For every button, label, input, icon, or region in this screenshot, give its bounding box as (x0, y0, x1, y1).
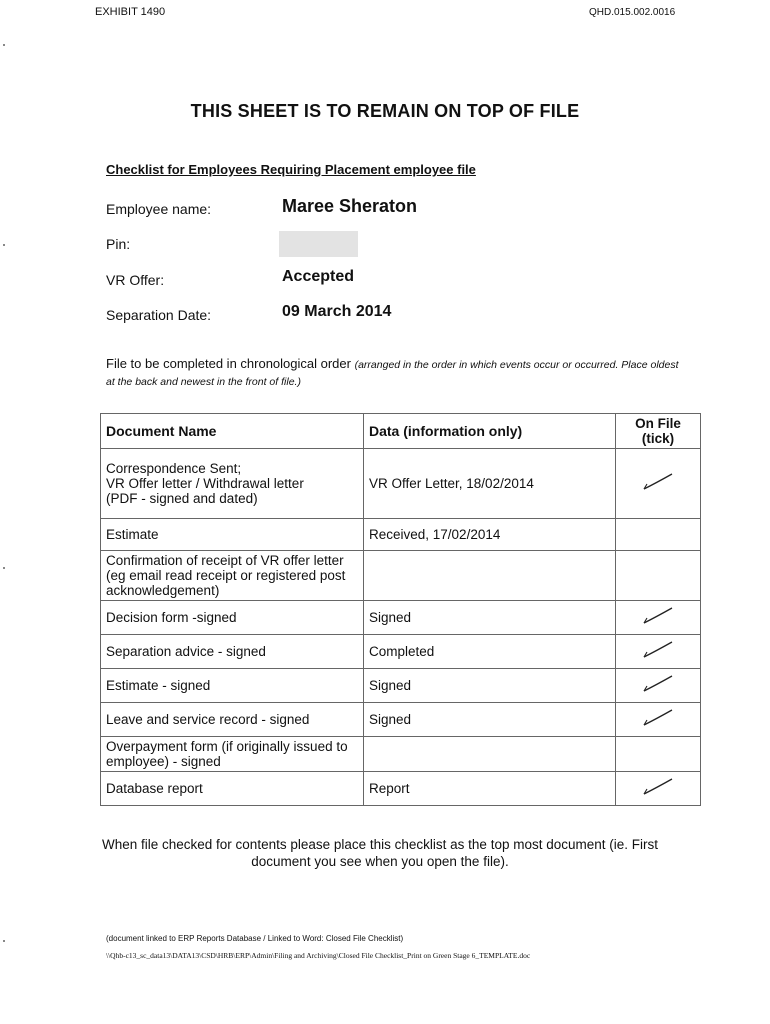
vr-offer-label: VR Offer: (106, 272, 165, 288)
checklist-table (100, 413, 701, 806)
on-file-cell (616, 703, 701, 737)
document-name-cell: Confirmation of receipt of VR offer letter (eg email read receipt or registered post acknowledgement) (101, 551, 364, 601)
document-name-cell: Leave and service record - signed (101, 703, 364, 737)
data-cell: Signed (364, 669, 616, 703)
scan-speck (3, 44, 5, 46)
scan-speck (3, 244, 5, 246)
document-name-cell: Estimate (101, 519, 364, 551)
tick-mark-icon (638, 786, 678, 801)
document-name-cell: Estimate - signed (101, 669, 364, 703)
tick-mark-icon (638, 683, 678, 698)
data-cell: Signed (364, 601, 616, 635)
pin-redaction-box (279, 231, 358, 257)
data-cell: Completed (364, 635, 616, 669)
document-name-cell: Separation advice - signed (101, 635, 364, 669)
table-row (101, 635, 701, 669)
table-header-row (101, 414, 701, 449)
tick-mark-icon (638, 649, 678, 664)
tick-mark-icon (638, 615, 678, 630)
tick-mark-icon (638, 481, 678, 496)
vr-offer-value: Accepted (282, 268, 355, 285)
on-file-cell (616, 551, 701, 601)
table-row (101, 669, 701, 703)
scan-speck (3, 940, 5, 942)
exhibit-label: EXHIBIT 1490 (95, 6, 166, 18)
footer-link-note: (document linked to ERP Reports Database / Linked to Word: Closed File Checklist) (106, 934, 404, 943)
closing-instruction: When file checked for contents please place this checklist as the top most document (ie. First document you see when you open the file). (101, 837, 658, 869)
instructions-note: (arranged in the order in which events occur or occurred. Place oldest at the back and newest in the front of file.) (106, 359, 679, 388)
table-row (101, 703, 701, 737)
document-code: QHD.015.002.0016 (589, 7, 676, 18)
on-file-cell (616, 449, 701, 519)
on-file-cell (616, 601, 701, 635)
table-row (101, 551, 701, 601)
table-row (101, 519, 701, 551)
document-name-cell: Decision form -signed (101, 601, 364, 635)
data-cell: Received, 17/02/2014 (364, 519, 616, 551)
data-cell: VR Offer Letter, 18/02/2014 (364, 449, 616, 519)
pin-label: Pin: (106, 236, 131, 252)
header-data: Data (information only) (364, 414, 616, 449)
document-name-cell: Correspondence Sent; VR Offer letter / Withdrawal letter (PDF - signed and dated) (101, 449, 364, 519)
document-name-cell: Database report (101, 772, 364, 806)
table-row (101, 601, 701, 635)
document-name-cell: Overpayment form (if originally issued to employee) - signed (101, 737, 364, 772)
data-cell: Report (364, 772, 616, 806)
table-row (101, 772, 701, 806)
page-title: THIS SHEET IS TO REMAIN ON TOP OF FILE (190, 101, 580, 121)
checklist-subtitle: Checklist for Employees Requiring Placement employee file (106, 162, 476, 177)
header-on-file: On File (tick) (616, 414, 701, 449)
tick-mark-icon (638, 717, 678, 732)
header-document-name: Document Name (101, 414, 364, 449)
on-file-cell (616, 519, 701, 551)
on-file-cell (616, 772, 701, 806)
separation-date-label: Separation Date: (106, 307, 212, 323)
on-file-cell (616, 669, 701, 703)
data-cell: Signed (364, 703, 616, 737)
separation-date-value: 09 March 2014 (282, 303, 392, 320)
footer-file-path: \\Qhb-c13_sc_data13\DATA13\CSD\HRB\ERP\Admin\Filing and Archiving\Closed File Checklist_Print on Green Stage 6_TEMPLATE.doc (106, 951, 531, 960)
employee-name-label: Employee name: (106, 201, 212, 217)
on-file-cell (616, 635, 701, 669)
on-file-cell (616, 737, 701, 772)
instructions (106, 356, 686, 390)
table-row (101, 737, 701, 772)
data-cell (364, 551, 616, 601)
table-row (101, 449, 701, 519)
data-cell (364, 737, 616, 772)
employee-name-value: Maree Sheraton (282, 196, 418, 216)
instructions-main: File to be completed in chronological order (106, 356, 351, 371)
scan-speck (3, 567, 5, 569)
